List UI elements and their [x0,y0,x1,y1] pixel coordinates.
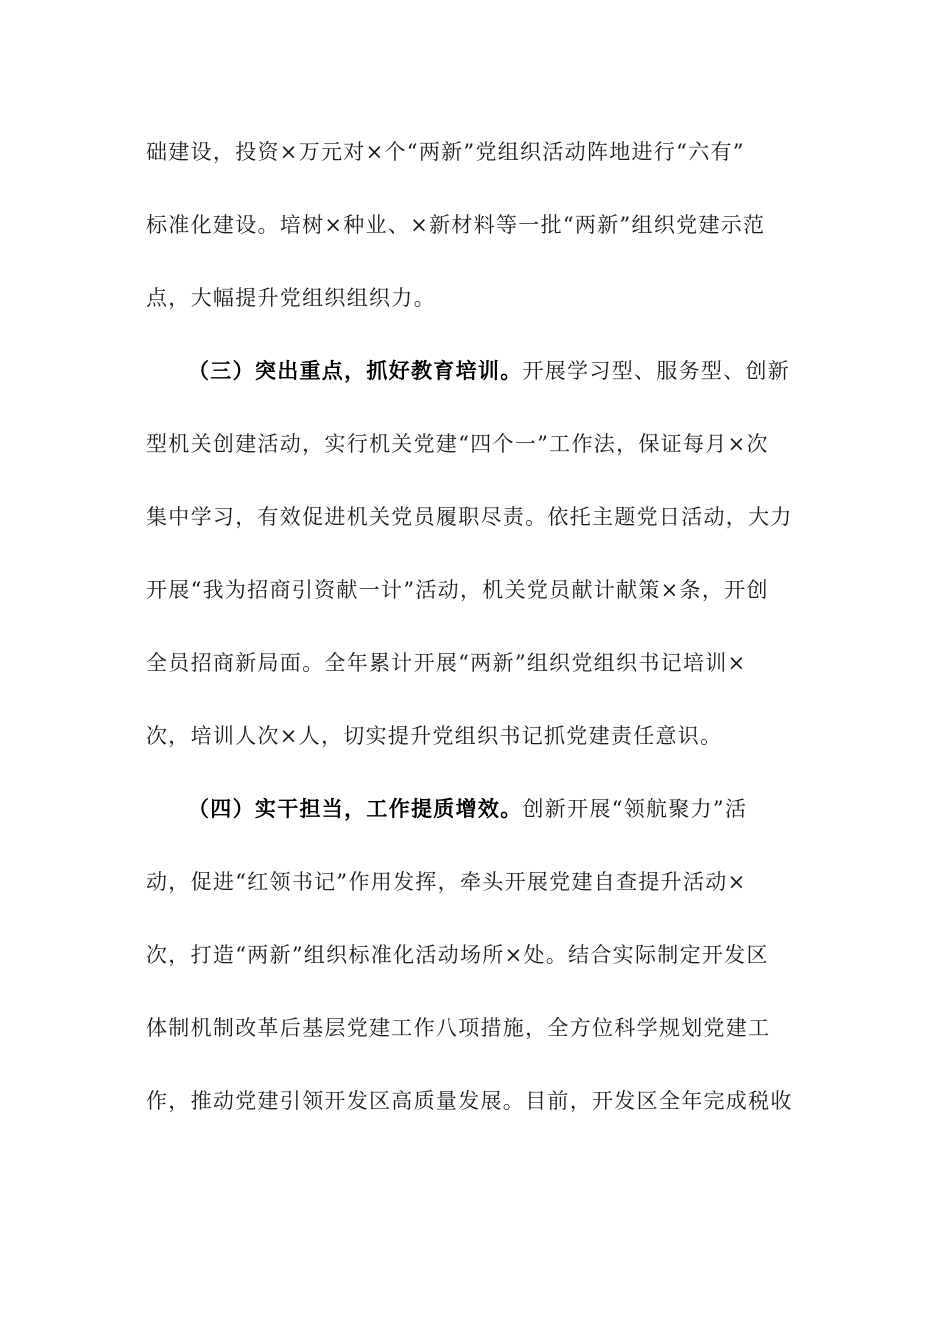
paragraph-quality-efficiency [146,789,796,1154]
section-heading: （四）实干担当，工作提质增效。 [188,796,523,821]
text-run: 创新开展“领航聚力”活 [522,797,748,821]
section-heading: （三）突出重点，抓好教育培训。 [188,358,523,383]
paragraph-first-line [146,789,796,862]
body-text [146,132,796,1154]
text-line: 础建设，投资×万元对×个“两新”党组织活动阵地进行“六有” [146,140,745,164]
text-line: 开展“我为招商引资献一计”活动，机关党员献计献策×条，开创 [146,578,769,602]
text-line: 次，打造“两新”组织标准化活动场所×处。结合实际制定开发区 [146,943,769,967]
paragraph-infrastructure [146,132,796,351]
text-line: 体制机制改革后基层党建工作八项措施，全方位科学规划党建工 [146,1016,771,1040]
text-line: 点，大幅提升党组织组织力。 [146,286,436,310]
text-line: 全员招商新局面。全年累计开展“两新”组织党组织书记培训× [146,651,747,675]
text-line: 作，推动党建引领开发区高质量发展。目前，开发区全年完成税收 [146,1089,793,1113]
text-line: 动，促进“红领书记”作用发挥，牵头开展党建自查提升活动× [146,870,747,894]
paragraph-education-training [146,351,796,789]
text-run: 开展学习型、服务型、创新 [522,359,791,383]
text-line: 集中学习，有效促进机关党员履职尽责。依托主题党日活动，大力 [146,505,793,529]
text-line: 型机关创建活动，实行机关党建“四个一”工作法，保证每月×次 [146,432,769,456]
paragraph-first-line [146,351,796,424]
text-line: 次，培训人次×人，切实提升党组织书记抓党建责任意识。 [146,724,723,748]
text-line: 标准化建设。培树×种业、×新材料等一批“两新”组织党建示范 [146,213,766,237]
